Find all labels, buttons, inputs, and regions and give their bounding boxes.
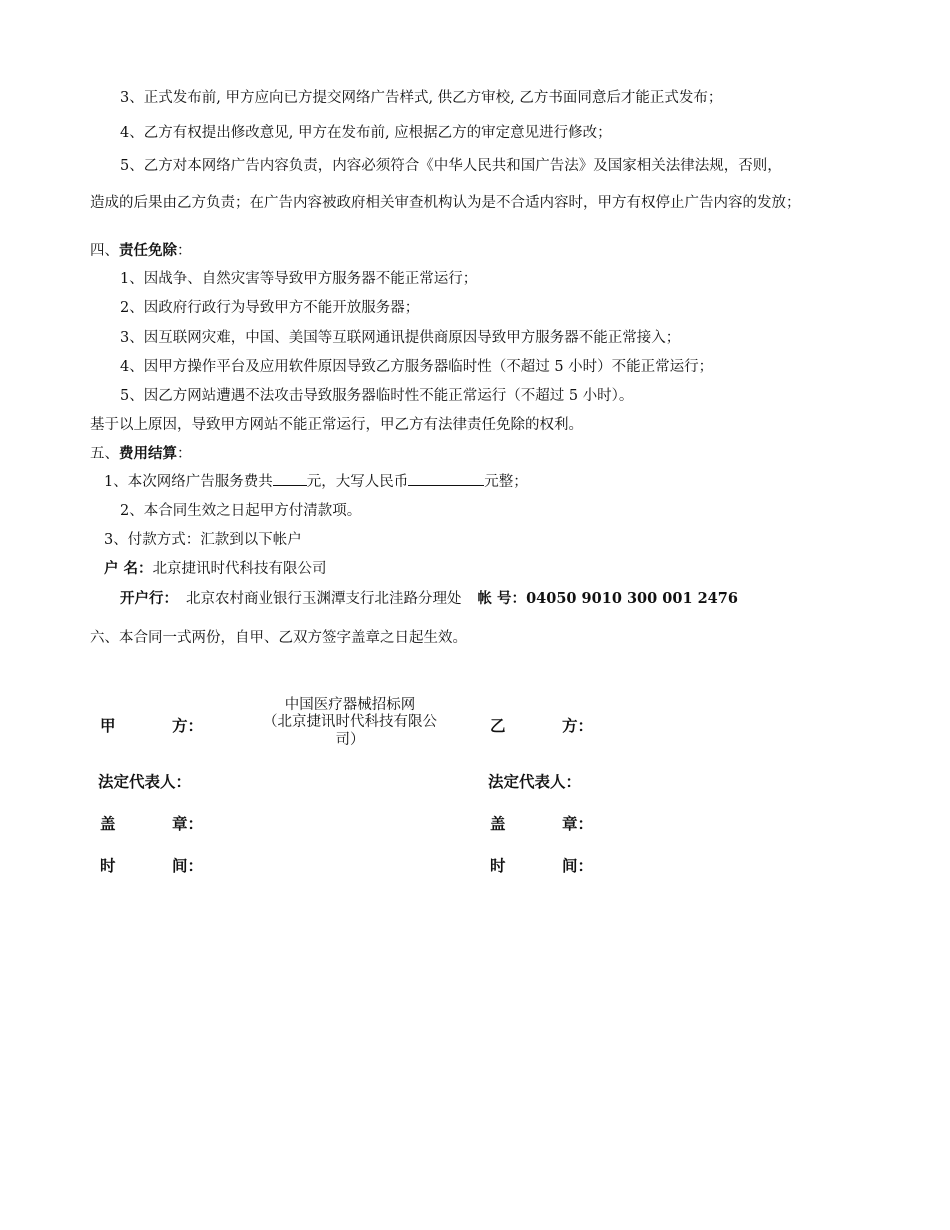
section-4-item-4: 4、因甲方操作平台及应用软件原因导致乙方服务器临时性（不超过 5 小时）不能正常运行； bbox=[120, 359, 714, 375]
section-5-colon: ： bbox=[177, 446, 192, 462]
section-5-item-1 bbox=[104, 473, 528, 491]
party-b-legal-rep: 法定代表人： bbox=[488, 772, 582, 791]
section-4-colon: ： bbox=[177, 243, 192, 259]
party-a-seal-1: 盖 bbox=[100, 814, 116, 833]
section-6: 六、本合同一式两份，自甲、乙双方签字盖章之日起生效。 bbox=[90, 630, 467, 646]
party-a-legal-rep: 法定代表人： bbox=[98, 772, 192, 791]
bank-row bbox=[120, 590, 738, 608]
party-b-label-1: 乙 bbox=[490, 716, 506, 735]
section-4-item-1: 1、因战争、自然灾害等导致甲方服务器不能正常运行； bbox=[120, 271, 478, 287]
section-4-title: 责任免除 bbox=[119, 242, 177, 259]
party-b-time-1: 时 bbox=[490, 856, 506, 875]
account-no-label: 帐 号： bbox=[477, 590, 527, 607]
party-b-time-2: 间： bbox=[562, 856, 594, 875]
account-name-value: 北京捷讯时代科技有限公司 bbox=[152, 561, 327, 577]
section-5-item-3: 3、付款方式：汇款到以下帐户 bbox=[104, 532, 302, 548]
party-a-name bbox=[250, 697, 450, 749]
account-name-row bbox=[104, 560, 327, 578]
fee-text-b: 元，大写人民币 bbox=[306, 474, 409, 490]
account-no-value: 04050 9010 300 001 2476 bbox=[526, 590, 738, 607]
party-a-time-2: 间： bbox=[172, 856, 204, 875]
clause-3-4: 4、乙方有权提出修改意见, 甲方在发布前, 应根据乙方的审定意见进行修改； bbox=[120, 125, 612, 141]
party-a-name-line-1: 中国医疗器械招标网 bbox=[284, 697, 416, 713]
party-a-name-line-3: 司） bbox=[335, 731, 365, 748]
section-4-heading bbox=[90, 242, 192, 260]
account-name-label: 户 名： bbox=[104, 560, 153, 577]
bank-value: 北京农村商业银行玉渊潭支行北洼路分理处 bbox=[186, 591, 462, 607]
section-4-item-2: 2、因政府行政行为导致甲方不能开放服务器； bbox=[120, 300, 420, 316]
section-5-heading bbox=[90, 445, 192, 463]
fee-text-a: 1、本次网络广告服务费共 bbox=[104, 474, 273, 490]
party-a-label-1: 甲 bbox=[100, 716, 116, 735]
fee-capital-blank bbox=[408, 485, 484, 486]
section-5-prefix: 五、 bbox=[90, 446, 119, 462]
party-a-seal-2: 章： bbox=[172, 814, 204, 833]
party-a-name-line-2: （北京捷讯时代科技有限公 bbox=[263, 714, 437, 731]
clause-3-5-line2: 造成的后果由乙方负责；在广告内容被政府相关审查机构认为是不合适内容时，甲方有权停止广告内容的发放； bbox=[90, 195, 801, 211]
section-5-item-2: 2、本合同生效之日起甲方付清款项。 bbox=[120, 503, 362, 519]
section-4-item-5: 5、因乙方网站遭遇不法攻击导致服务器临时性不能正常运行（不超过 5 小时）。 bbox=[120, 388, 634, 404]
fee-amount-blank bbox=[273, 485, 307, 486]
clause-3-3: 3、正式发布前, 甲方应向已方提交网络广告样式, 供乙方审校, 乙方书面同意后才能正式发布； bbox=[120, 90, 723, 106]
section-5-title: 费用结算 bbox=[119, 445, 177, 462]
section-4-item-3: 3、因互联网灾难，中国、美国等互联网通讯提供商原因导致甲方服务器不能正常接入； bbox=[120, 330, 681, 346]
clause-3-5-line1: 5、乙方对本网络广告内容负责，内容必须符合《中华人民共和国广告法》及国家相关法律法规，否则， bbox=[120, 158, 782, 174]
party-b-seal-2: 章： bbox=[562, 814, 594, 833]
party-b-seal-1: 盖 bbox=[490, 814, 506, 833]
fee-text-c: 元整； bbox=[484, 474, 528, 490]
party-a-label-2: 方： bbox=[172, 716, 204, 735]
section-4-summary: 基于以上原因，导致甲方网站不能正常运行，甲乙方有法律责任免除的权利。 bbox=[90, 417, 583, 433]
section-4-prefix: 四、 bbox=[90, 243, 119, 259]
bank-label: 开户行： bbox=[120, 590, 178, 607]
party-a-time-1: 时 bbox=[100, 856, 116, 875]
party-b-label-2: 方： bbox=[562, 716, 594, 735]
